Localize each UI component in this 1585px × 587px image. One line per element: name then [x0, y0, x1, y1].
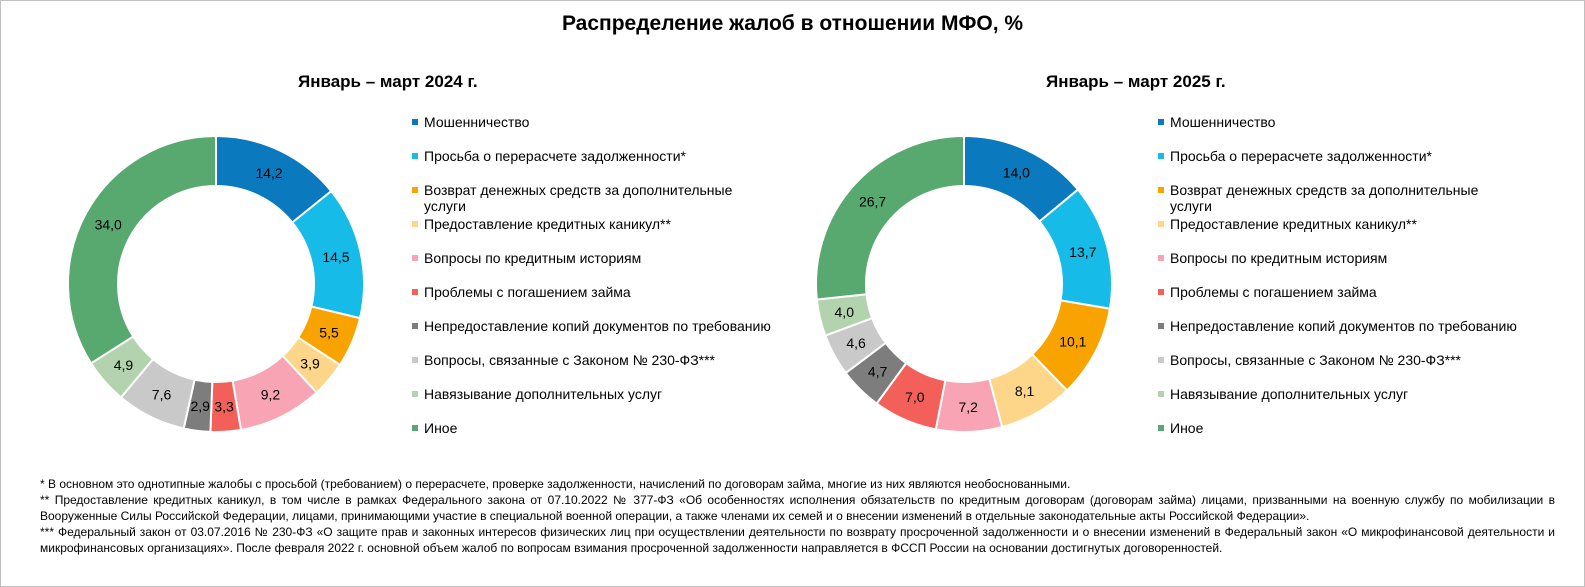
- legend-item: [412, 420, 774, 436]
- footnote-1: * В основном это однотипные жалобы с просьбой (требованием) о перерасчете, проверке задолженности, начислений по договорам займа, многие из них являются необоснованными.: [40, 477, 1071, 491]
- data-label-0-7: 7,6: [151, 386, 172, 403]
- donut-chart-2024: [28, 96, 404, 472]
- legend-label: Мошенничество: [1170, 114, 1276, 130]
- data-label-1-5: 7,0: [905, 388, 925, 405]
- legend-label: Иное: [1170, 420, 1204, 436]
- data-label-0-4: 9,2: [260, 386, 281, 403]
- legend-item: [412, 182, 774, 214]
- data-label-0-5: 3,3: [214, 398, 234, 415]
- legend-item: [412, 148, 774, 164]
- legend-item: [412, 318, 774, 334]
- legend-item: [412, 216, 774, 232]
- legend-item: [1158, 420, 1520, 436]
- legend-swatch: [1158, 255, 1164, 261]
- legend-swatch: [412, 153, 418, 159]
- legend-swatch: [1158, 425, 1164, 431]
- legend-label: Вопросы, связанные с Законом № 230-ФЗ***: [424, 352, 715, 368]
- legend-swatch: [1158, 187, 1164, 193]
- legend-label: Мошенничество: [424, 114, 530, 130]
- data-label-1-7: 4,6: [846, 335, 866, 352]
- legend-swatch: [412, 255, 418, 261]
- legend-item: [1158, 318, 1520, 334]
- legend-item: [1158, 182, 1520, 214]
- legend-item: [1158, 250, 1520, 266]
- data-label-0-3: 3,9: [300, 355, 320, 372]
- legend-label: Предоставление кредитных каникул**: [424, 216, 671, 232]
- footnote-3: *** Федеральный закон от 03.07.2016 № 230-ФЗ «О защите прав и законных интересов физических лиц при осуществлении деятельности по возврату просроченной задолженности и о внесении изменений в Федеральный закон «О микрофинансовой деятельности и микрофинансовых организациях». После февраля 2022 г. основной объем жалоб по вопросам взимания просроченной задолженности направляется в ФССП России на основании достигнутых договоренностей.: [40, 525, 1555, 555]
- legend-swatch: [1158, 221, 1164, 227]
- legend-item: [1158, 148, 1520, 164]
- legend-swatch: [1158, 357, 1164, 363]
- subtitle-2024: Январь – март 2024 г.: [298, 72, 478, 91]
- footnotes: [40, 476, 1555, 556]
- legend-label: Непредоставление копий документов по требованию: [424, 318, 771, 334]
- data-label-0-0: 14,2: [255, 165, 283, 182]
- footnote-2: ** Предоставление кредитных каникул, в том числе в рамках Федерального закона от 07.10.2022 № 377-ФЗ «Об особенностях исполнения обязательств по кредитным договорам (договорам займа) лицами, призванными на военную службу по мобилизации в Вооруженные Силы Российской Федерации, лицами, принимающими участие в специальной военной операции, а также членами их семей и о внесении изменений в отдельные законодательные акты Российской Федерации».: [40, 493, 1555, 523]
- legend-item: [1158, 352, 1520, 368]
- legend-item: [412, 114, 774, 130]
- legend-item: [1158, 284, 1520, 300]
- legend-label: Проблемы с погашением займа: [424, 284, 631, 300]
- donut-chart-2025: [776, 96, 1152, 472]
- subtitle-2025: Январь – март 2025 г.: [1046, 72, 1226, 91]
- legend-swatch: [1158, 289, 1164, 295]
- data-label-1-1: 13,7: [1069, 244, 1097, 261]
- legend-swatch: [412, 323, 418, 329]
- legend-swatch: [412, 289, 418, 295]
- donut-segment-0-9: [68, 136, 216, 363]
- data-label-1-3: 8,1: [1014, 383, 1035, 400]
- legend-label: Предоставление кредитных каникул**: [1170, 216, 1417, 232]
- legend-label: Проблемы с погашением займа: [1170, 284, 1377, 300]
- data-label-1-0: 14,0: [1002, 164, 1030, 181]
- legend-label: Просьба о перерасчете задолженности*: [424, 148, 686, 164]
- data-label-0-8: 4,9: [113, 357, 134, 374]
- legend-swatch: [412, 391, 418, 397]
- donut-segment-1-9: [816, 136, 964, 300]
- legend-label: Иное: [424, 420, 458, 436]
- legend-swatch: [1158, 391, 1164, 397]
- legend-item: [412, 284, 774, 300]
- legend-swatch: [412, 187, 418, 193]
- legend-label: Навязывание дополнительных услуг: [424, 386, 663, 402]
- data-label-1-4: 7,2: [958, 398, 978, 415]
- legend-item: [1158, 386, 1520, 402]
- legend-label: Возврат денежных средств за дополнительные услуги: [1170, 182, 1479, 214]
- data-label-0-9: 34,0: [94, 216, 122, 233]
- legend-item: [1158, 114, 1520, 130]
- legend-label: Непредоставление копий документов по требованию: [1170, 318, 1517, 334]
- legend-swatch: [412, 425, 418, 431]
- legend-swatch: [412, 357, 418, 363]
- chart-title: Распределение жалоб в отношении МФО, %: [561, 12, 1024, 35]
- legend-item: [1158, 216, 1520, 232]
- legend-swatch: [412, 221, 418, 227]
- data-label-0-2: 5,5: [319, 324, 339, 341]
- legend-swatch: [412, 119, 418, 125]
- legend-item: [412, 386, 774, 402]
- legend-item: [412, 352, 774, 368]
- legend-label: Просьба о перерасчете задолженности*: [1170, 148, 1432, 164]
- legend-swatch: [1158, 119, 1164, 125]
- data-label-1-9: 26,7: [858, 193, 887, 210]
- legend-label: Возврат денежных средств за дополнительные услуги: [424, 182, 733, 214]
- data-label-0-1: 14,5: [322, 248, 350, 265]
- legend-item: [412, 250, 774, 266]
- legend-label: Вопросы по кредитным историям: [1170, 250, 1388, 266]
- legend-swatch: [1158, 323, 1164, 329]
- data-label-0-6: 2,9: [190, 397, 210, 414]
- legend-label: Вопросы, связанные с Законом № 230-ФЗ***: [1170, 352, 1461, 368]
- legend-label: Вопросы по кредитным историям: [424, 250, 642, 266]
- legend-label: Навязывание дополнительных услуг: [1170, 386, 1409, 402]
- data-label-1-2: 10,1: [1059, 333, 1087, 350]
- data-label-1-8: 4,0: [834, 304, 854, 321]
- legend-swatch: [1158, 153, 1164, 159]
- data-label-1-6: 4,7: [867, 363, 888, 380]
